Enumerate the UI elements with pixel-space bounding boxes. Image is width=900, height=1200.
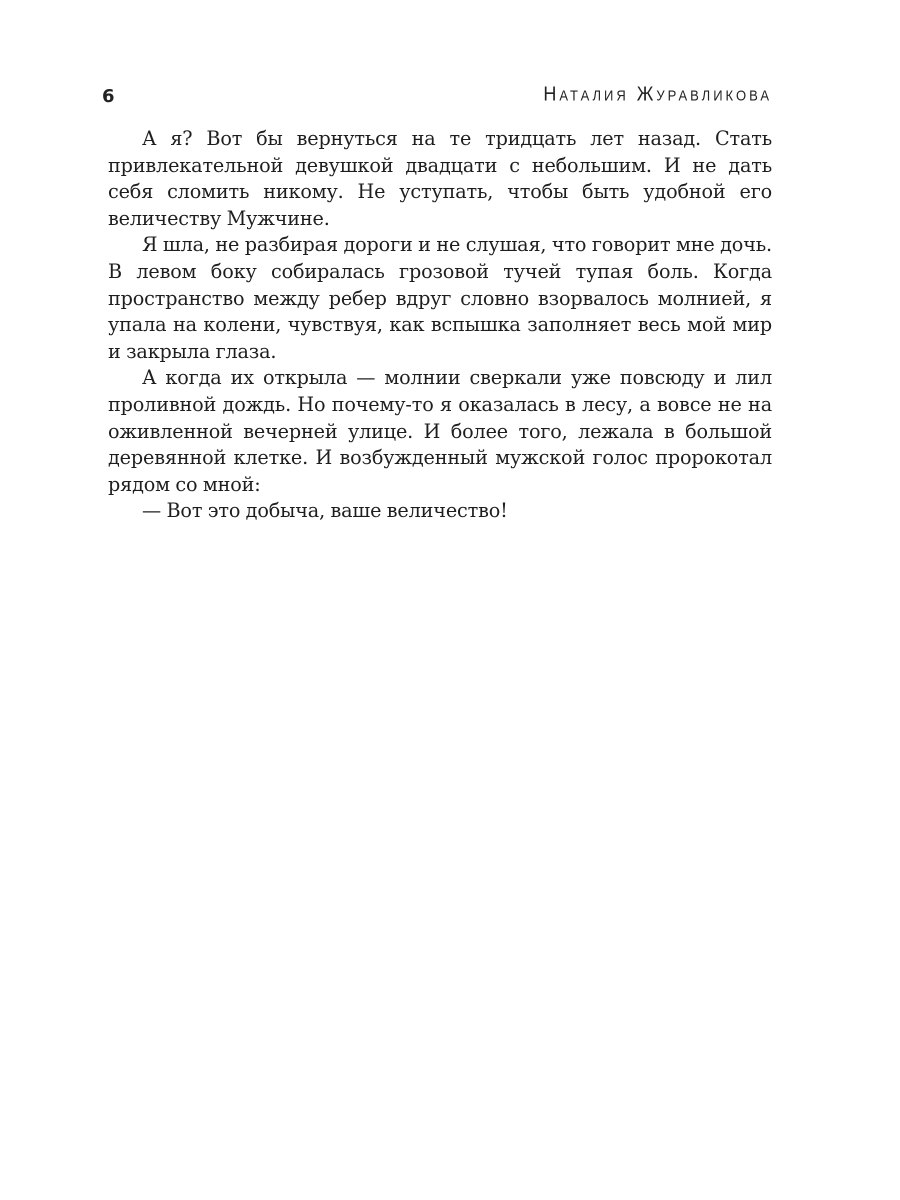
page-header xyxy=(102,82,772,112)
paragraph: — Вот это добыча, ваше величество! xyxy=(142,499,508,523)
paragraph: Я шла, не разбирая дороги и не слушая, что говорит мне дочь. В левом боку собиралась грозовой тучей тупая боль. Когда пространство между ребер вдруг словно взорвалось молнией, я упала на колени, чувствуя, как вспышка заполняет весь мой мир и закрыла глаза. xyxy=(108,233,772,363)
paragraph: А я? Вот бы вернуться на те тридцать лет назад. Стать привлекательной девушкой двадцати с небольшим. И не дать себя сломить никому. Не уступать, чтобы быть удобной его величеству Мужчине. xyxy=(108,127,772,230)
paragraph: А когда их открыла — молнии сверкали уже повсюду и лил проливной дождь. Но почему-то я оказалась в лесу, а вовсе не на оживленной вечерней улице. И более того, лежала в большой деревянной клетке. И возбужденный мужской голос пророкотал рядом со мной: xyxy=(108,366,772,496)
running-head-author: Наталия Журавликова xyxy=(543,82,772,105)
page-number: 6 xyxy=(102,86,115,107)
body-text xyxy=(108,126,772,525)
